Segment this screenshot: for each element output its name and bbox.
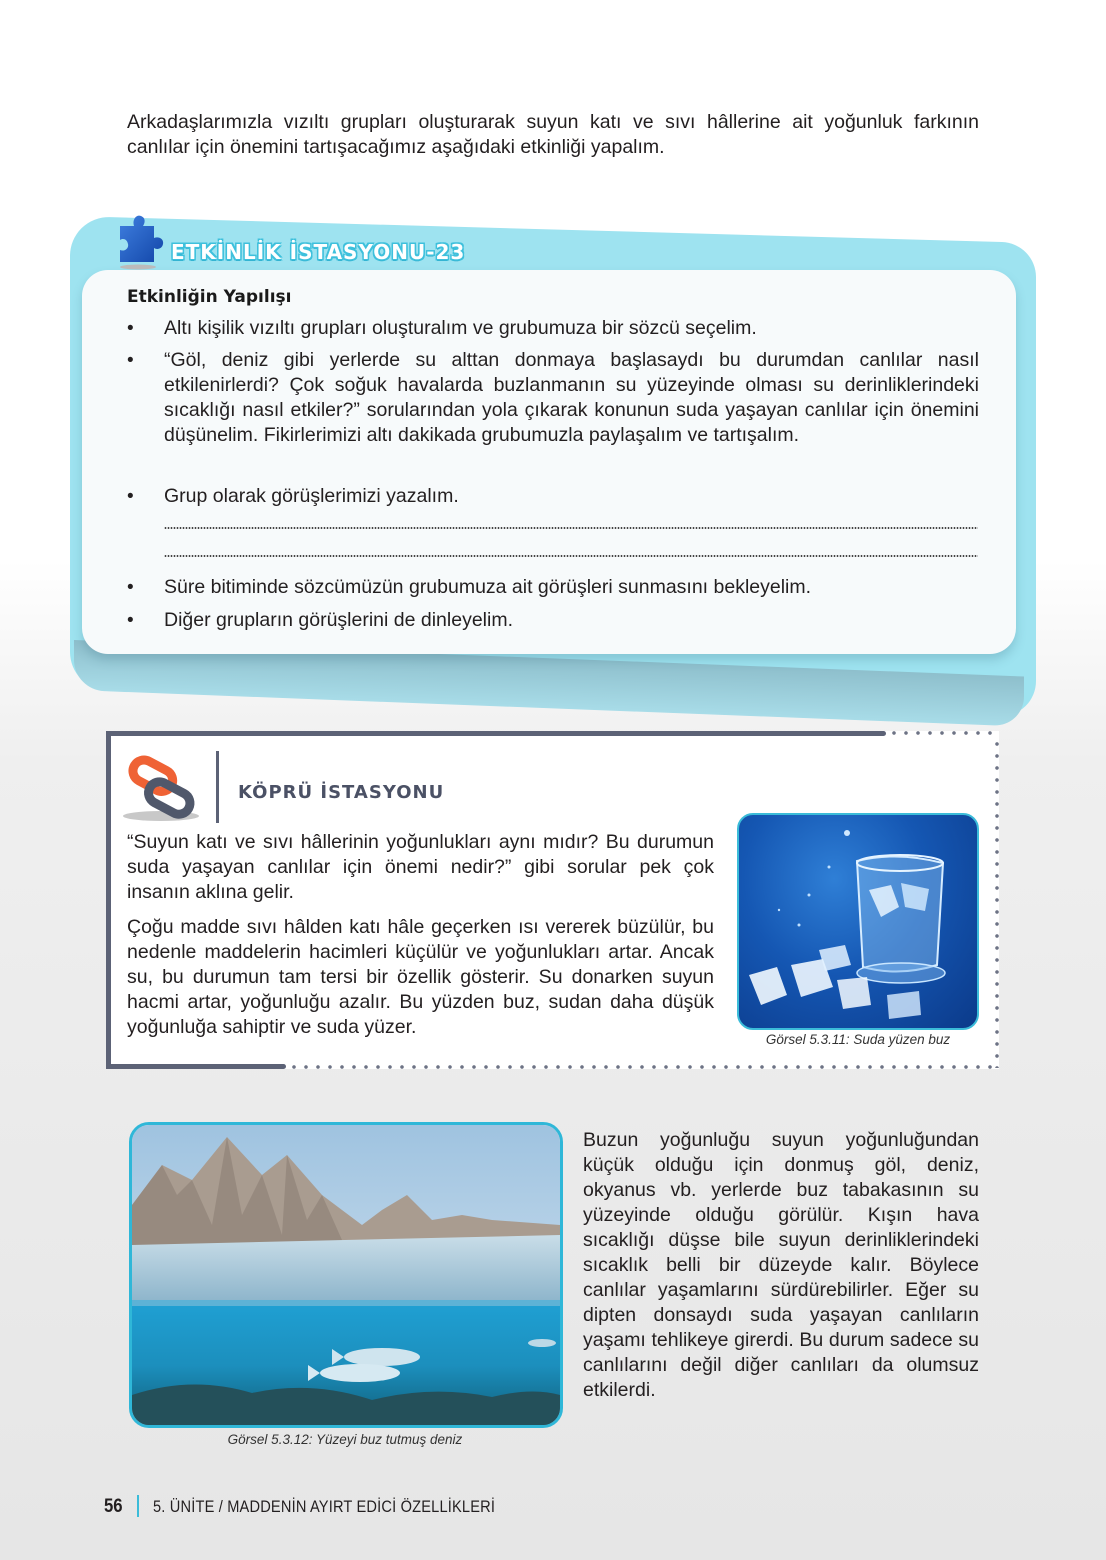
bullet-icon: •: [127, 577, 134, 598]
bridge-border-top: [106, 731, 886, 736]
intro-paragraph: Arkadaşlarımızla vızıltı grupları oluşturarak suyun katı ve sıvı hâllerine ait yoğunluk farkının canlılar için önemini tartışacağımız aşağıdaki etkinliği yapalım.: [127, 111, 979, 158]
unit-title: 5. ÜNİTE / MADDENİN AYIRT EDİCİ ÖZELLİKLERİ: [153, 1497, 496, 1516]
frozen-sea-image: [129, 1122, 563, 1428]
answer-line[interactable]: [164, 527, 978, 529]
dotted-border-right: [995, 738, 999, 1068]
frozen-sea-illustration: [132, 1125, 560, 1425]
dotted-border-top: [888, 731, 1000, 735]
puzzle-piece-icon: [114, 212, 166, 270]
sea-paragraph: Buzun yoğunluğu suyun yoğunluğundan küçük olduğu için donmuş göl, deniz, okyanus vb. yerlerde buz tabakasının su yüzeyinde olduğu görülür. Kışın hava sıcaklığı düşse bile suyun derinliklerindeki sıcaklık belli bir düzeyde kalır. Böylece canlılar yaşamlarını sürdürebilirler. Eğer su dipten donsaydı suda yaşayan canlıların yaşamı tehlikeye girerdi. Bu durum sadece su canlılarını değil diğer canlıları da olumsuz etkilerdi.: [583, 1129, 979, 1401]
answer-line[interactable]: [164, 555, 978, 557]
bullet-icon: •: [127, 486, 134, 507]
bridge-station-title: KÖPRÜ İSTASYONU: [238, 782, 445, 803]
bullet-icon: •: [127, 350, 134, 371]
ice-glass-image: [737, 813, 979, 1030]
footer-divider: [137, 1495, 139, 1517]
bullet-icon: •: [127, 318, 134, 339]
page-number: 56: [104, 1496, 123, 1517]
bridge-border-left: [106, 731, 111, 1069]
bridge-title-divider: [216, 751, 219, 823]
figure-caption: Görsel 5.3.12: Yüzeyi buz tutmuş deniz: [227, 1432, 463, 1447]
bridge-paragraph: “Suyun katı ve sıvı hâllerinin yoğunlukları aynı mıdır? Bu durumun suda yaşayan canlılar için önemi nedir?” gibi sorular pek çok insanın aklına gelir.: [127, 831, 714, 903]
figure-caption: Görsel 5.3.11: Suda yüzen buz: [765, 1032, 951, 1047]
bridge-paragraph: Çoğu madde sıvı hâlden katı hâle geçerken ısı vererek büzülür, bu nedenle maddelerin hacimleri küçülür ve yoğunlukları artar. Ancak su, bu durumun tam tersi bir özellik gösterir. Su donarken suyun hacmi artar, yoğunluğu azalır. Bu yüzden buz, sudan daha düşük yoğunluğa sahiptir ve suda yüzer.: [127, 916, 714, 1038]
chain-link-icon: [117, 752, 205, 822]
activity-station-title: ETKİNLİK İSTASYONU-23: [171, 240, 466, 264]
bullet-icon: •: [127, 610, 134, 631]
bridge-border-bottom: [106, 1064, 286, 1069]
activity-subtitle: Etkinliğin Yapılışı: [127, 287, 292, 307]
ice-glass-illustration: [739, 815, 977, 1028]
dotted-border-bottom: [288, 1065, 1000, 1069]
